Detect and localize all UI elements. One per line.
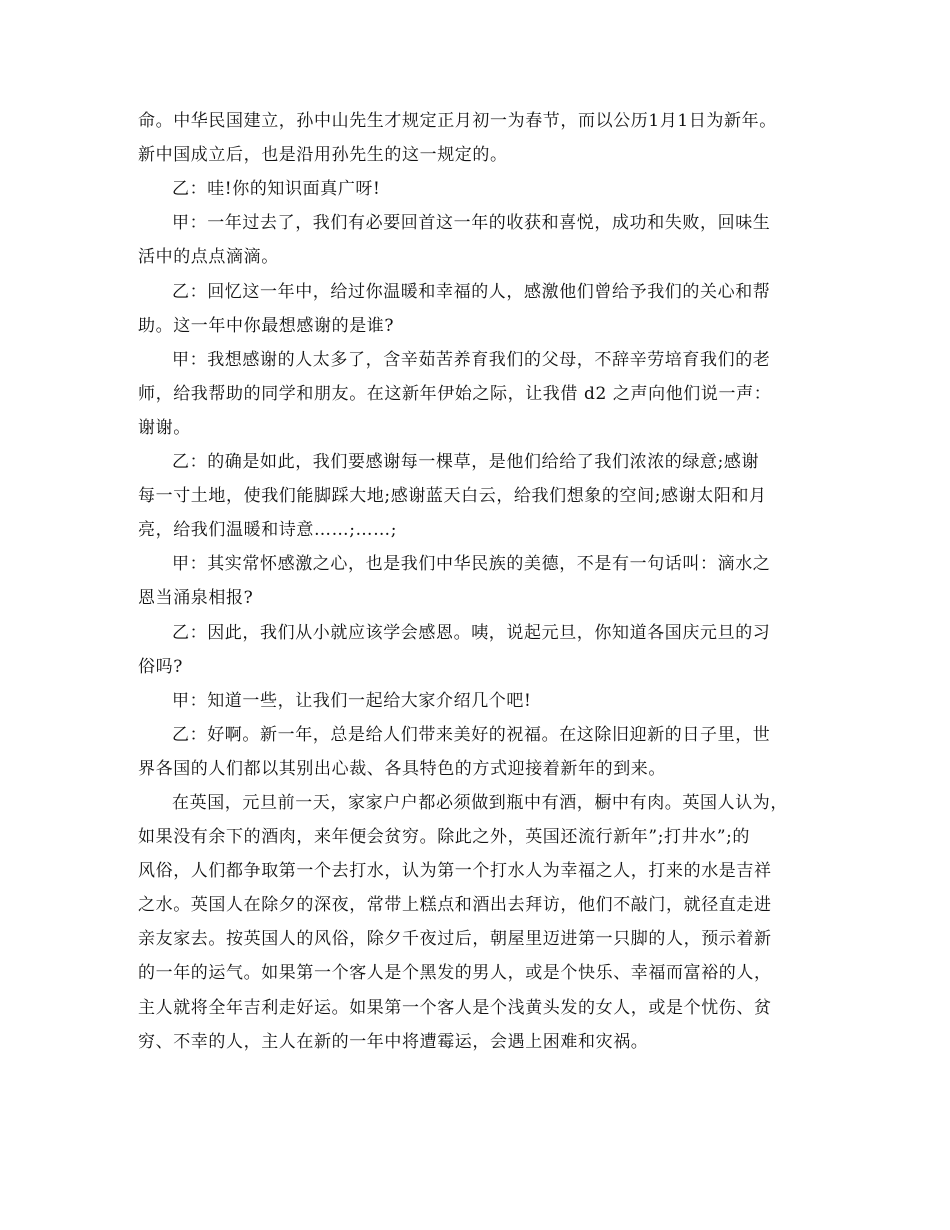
- text-line: 师，给我帮助的同学和朋友。在这新年伊始之际，让我借 d2 之声向他们说一声：: [138, 384, 772, 404]
- text-line: 界各国的人们都以其别出心裁、各具特色的方式迎接着新年的到来。: [138, 759, 666, 779]
- text-line: 甲：我想感谢的人太多了，含辛茹苦养育我们的父母，不辞辛劳培育我们的老: [172, 350, 771, 370]
- text-line: 甲：知道一些，让我们一起给大家介绍几个吧!: [172, 691, 532, 711]
- text-line: 主人就将全年吉利走好运。如果第一个客人是个浅黄头发的女人，或是个忧伤、贫: [138, 998, 772, 1018]
- text-line: 谢谢。: [138, 418, 191, 438]
- text-line: 每一寸土地，使我们能脚踩大地;感谢蓝天白云，给我们想象的空间;感谢太阳和月: [138, 486, 767, 506]
- text-line: 穷、不幸的人，主人在新的一年中将遭霉运，会遇上困难和灾祸。: [138, 1032, 649, 1052]
- text-line: 的一年的运气。如果第一个客人是个黑发的男人，或是个快乐、幸福而富裕的人，: [138, 963, 772, 983]
- text-line: 如果没有余下的酒肉，来年便会贫穷。除此之外，英国还流行新年”;打井水”;的: [138, 827, 751, 847]
- text-line: 命。中华民国建立，孙中山先生才规定正月初一为春节，而以公历1月1日为新年。: [138, 111, 777, 131]
- text-line: 亲友家去。按英国人的风俗，除夕千夜过后，朝屋里迈进第一只脚的人，预示着新: [138, 929, 772, 949]
- text-line: 甲：一年过去了，我们有必要回首这一年的收获和喜悦，成功和失败，回味生: [172, 213, 771, 233]
- text-line: 在英国，元旦前一天，家家户户都必须做到瓶中有酒，橱中有肉。英国人认为，: [172, 793, 788, 813]
- text-line: 乙：回忆这一年中，给过你温暖和幸福的人，感激他们曾给予我们的关心和帮: [172, 282, 771, 302]
- text-line: 乙：因此，我们从小就应该学会感恩。咦，说起元旦，你知道各国庆元旦的习: [172, 623, 771, 643]
- text-line: 活中的点点滴滴。: [138, 247, 279, 267]
- text-line: 之水。英国人在除夕的深夜，常带上糕点和酒出去拜访，他们不敲门，就径直走进: [138, 895, 772, 915]
- text-line: 助。这一年中你最想感谢的是谁?: [138, 316, 395, 336]
- text-line: 甲：其实常怀感激之心，也是我们中华民族的美德，不是有一句话叫：滴水之: [172, 554, 771, 574]
- text-line: 亮，给我们温暖和诗意……;……;: [138, 520, 398, 540]
- text-line: 俗吗?: [138, 657, 183, 677]
- text-line: 恩当涌泉相报?: [138, 588, 254, 608]
- text-line: 乙：好啊。新一年，总是给人们带来美好的祝福。在这除旧迎新的日子里，世: [172, 725, 771, 745]
- text-line: 新中国成立后，也是沿用孙先生的这一规定的。: [138, 145, 508, 165]
- text-line: 风俗，人们都争取第一个去打水，认为第一个打水人为幸福之人，打来的水是吉祥: [138, 861, 772, 881]
- text-line: 乙：的确是如此，我们要感谢每一棵草，是他们给给了我们浓浓的绿意;感谢: [172, 452, 760, 472]
- text-line: 乙：哇!你的知识面真广呀!: [172, 179, 381, 199]
